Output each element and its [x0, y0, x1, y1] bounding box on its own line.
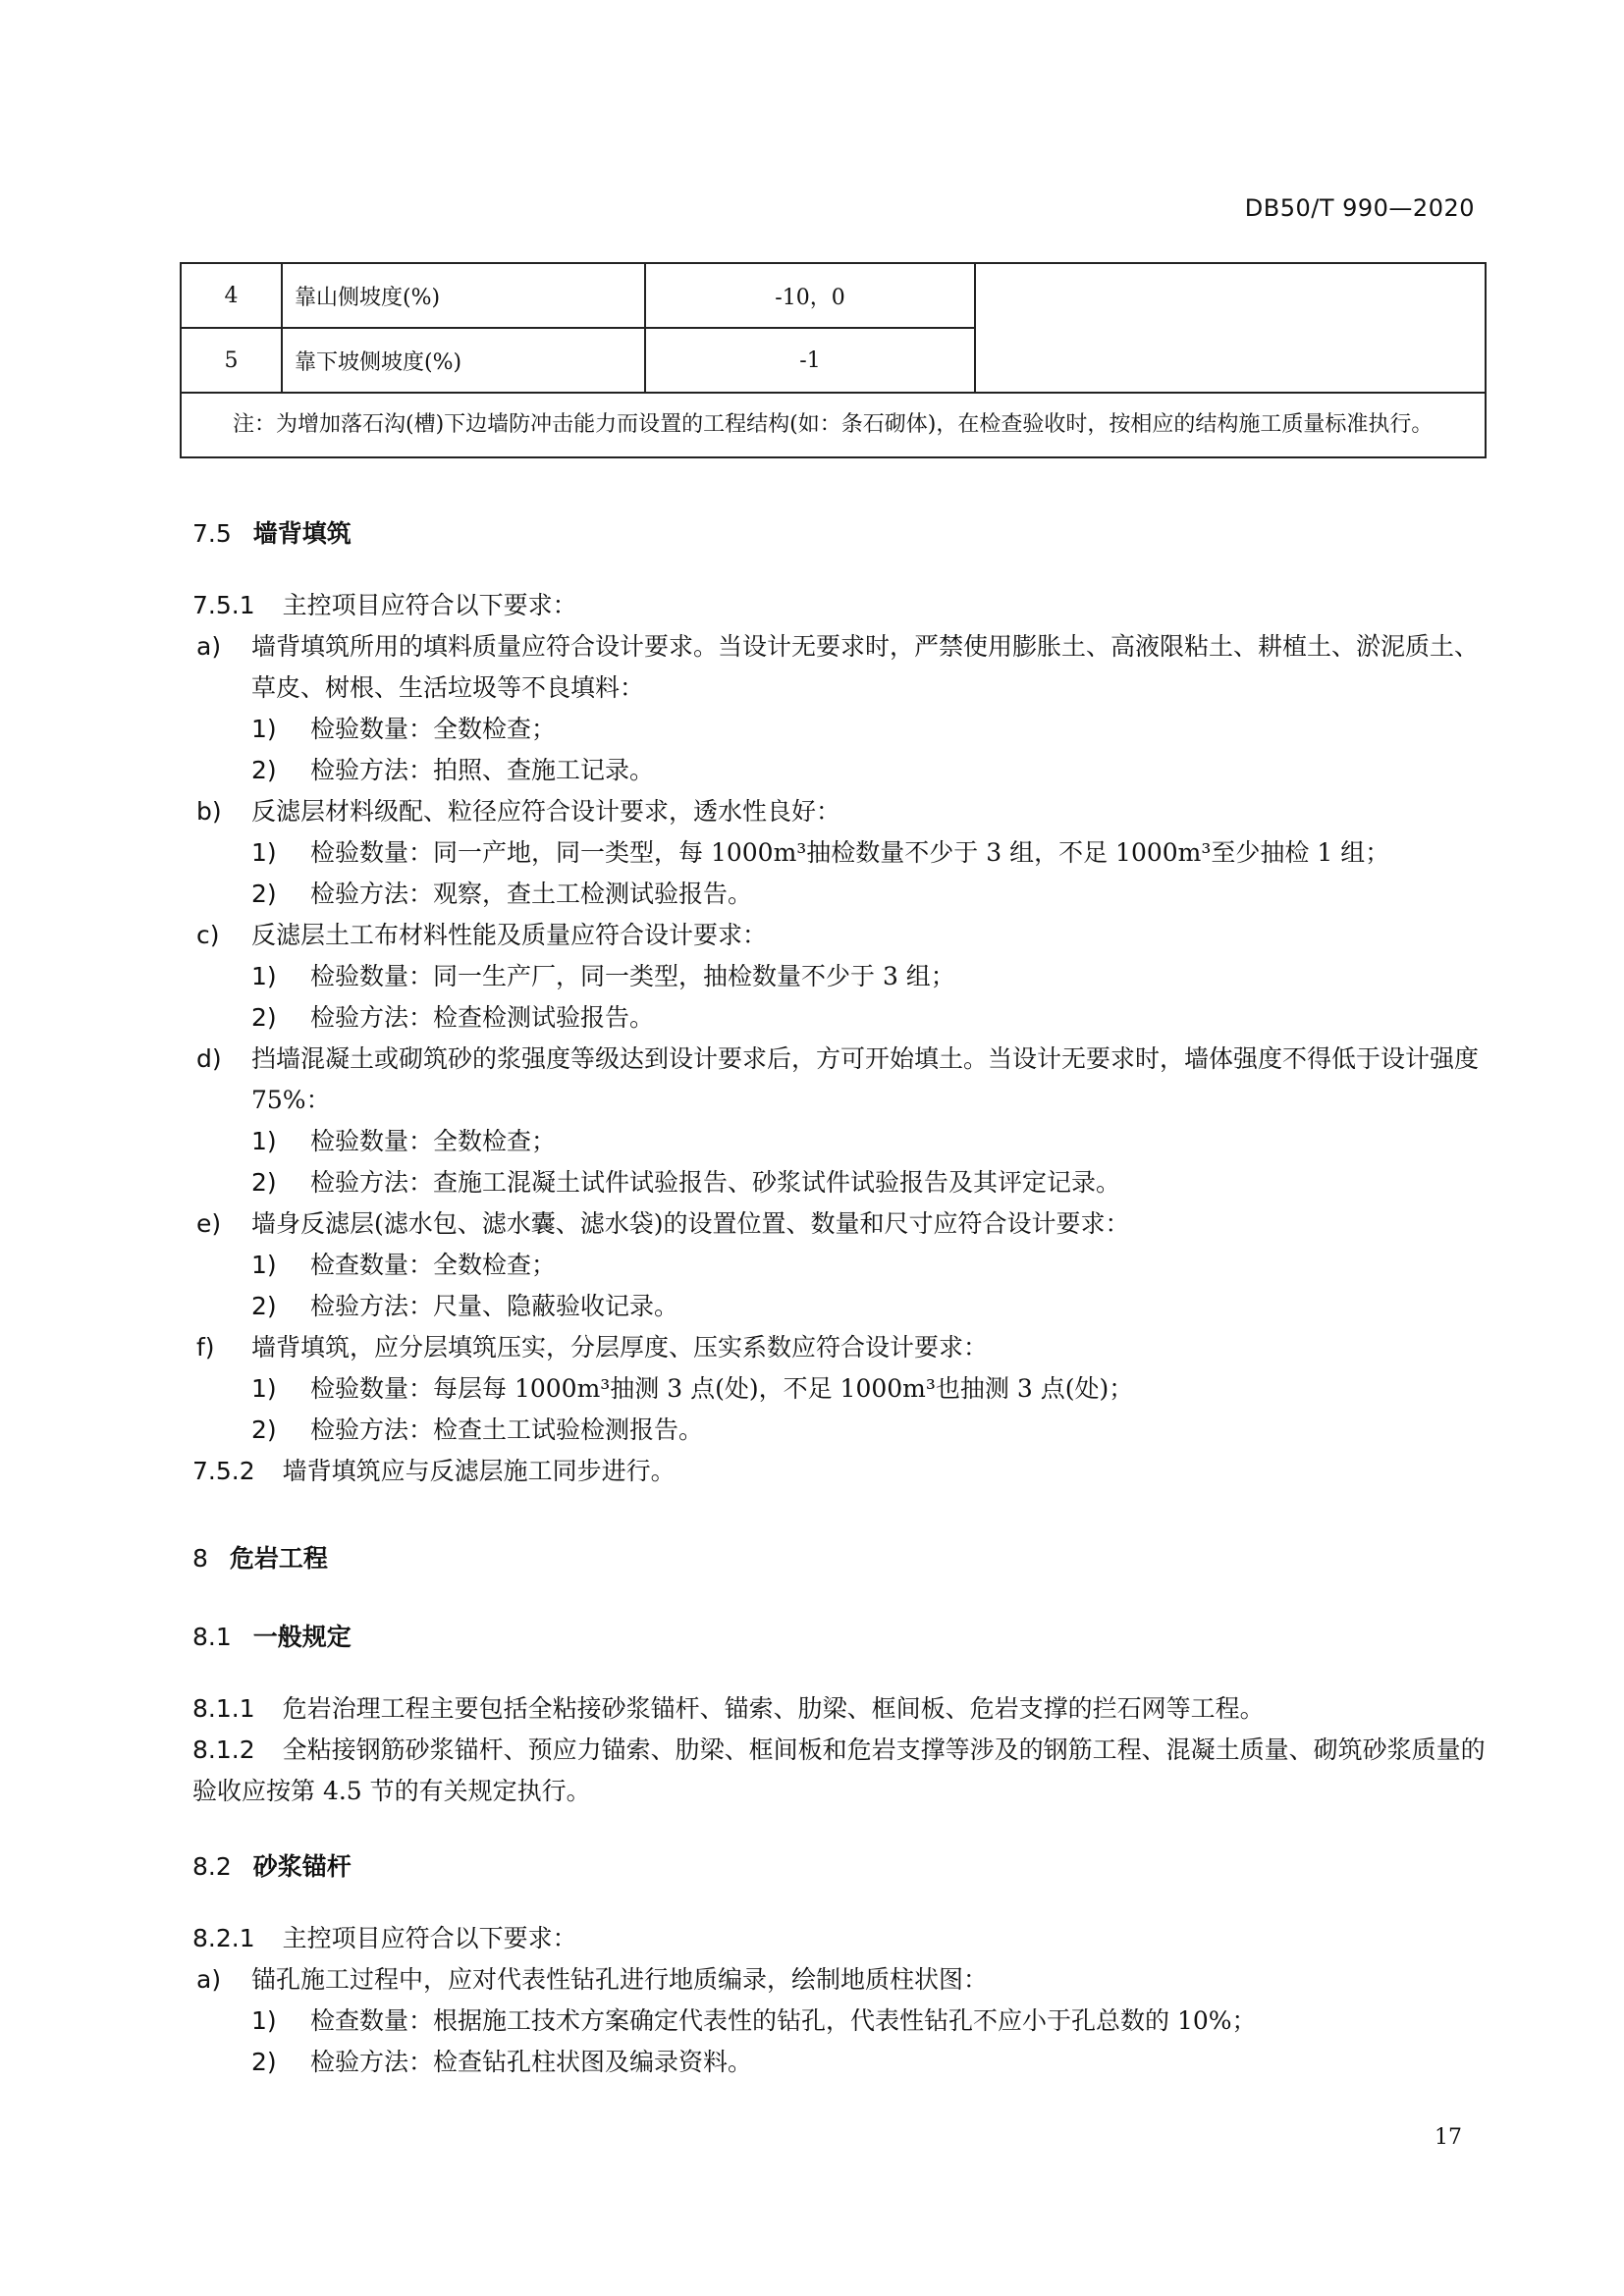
- sub-item: 1) 检验数量：同一生产厂，同一类型，抽检数量不少于 3 组；: [251, 962, 955, 990]
- row-item: 靠下坡侧坡度(%): [282, 328, 645, 393]
- section-heading: 7.5 墙背填筑: [192, 519, 352, 548]
- sub-item: 1) 检查数量：全数检查；: [251, 1251, 557, 1279]
- row-remark: [975, 263, 1486, 393]
- body-text: [192, 497, 1489, 2083]
- row-number: 4: [181, 263, 282, 328]
- row-value: -10，0: [645, 263, 975, 328]
- row-item: 靠山侧坡度(%): [282, 263, 645, 328]
- clause: 8.1.2 全粘接钢筋砂浆锚杆、预应力锚索、肋梁、框间板和危岩支撑等涉及的钢筋工程、混凝土质量、砌筑砂浆质量的验收应按第 4.5 节的有关规定执行。: [192, 1735, 1486, 1805]
- list-item: a) 墙背填筑所用的填料质量应符合设计要求。当设计无要求时，严禁使用膨胀土、高液限粘土、耕植土、淤泥质土、草皮、树根、生活垃圾等不良填料：: [196, 632, 1480, 702]
- sub-item: 1) 检验数量：每层每 1000m³抽测 3 点(处)，不足 1000m³也抽测 3 点(处)；: [251, 1374, 1134, 1403]
- clause: 7.5.2 墙背填筑应与反滤层施工同步进行。: [192, 1457, 676, 1485]
- list-item: b) 反滤层材料级配、粒径应符合设计要求，透水性良好：: [196, 797, 841, 826]
- section-heading: 8.1 一般规定: [192, 1623, 352, 1651]
- list-item: a) 锚孔施工过程中，应对代表性钻孔进行地质编录，绘制地质柱状图：: [196, 1965, 989, 1994]
- sub-item: 2) 检验方法：观察，查土工检测试验报告。: [251, 880, 753, 908]
- page-number: 17: [1435, 2125, 1462, 2150]
- row-number: 5: [181, 328, 282, 393]
- list-item: f) 墙背填筑，应分层填筑压实，分层厚度、压实系数应符合设计要求：: [196, 1333, 989, 1362]
- list-item: c) 反滤层土工布材料性能及质量应符合设计要求：: [196, 921, 768, 949]
- sub-item: 2) 检验方法：尺量、隐蔽验收记录。: [251, 1292, 679, 1320]
- table-row: [181, 263, 1486, 328]
- chapter-heading: 8 危岩工程: [192, 1544, 328, 1573]
- sub-item: 1) 检查数量：根据施工技术方案确定代表性的钻孔，代表性钻孔不应小于孔总数的 10%；: [251, 2006, 1257, 2035]
- sub-item: 2) 检验方法：检查检测试验报告。: [251, 1003, 655, 1032]
- clause: 7.5.1 主控项目应符合以下要求：: [192, 591, 577, 619]
- sub-item: 2) 检验方法：检查土工试验检测报告。: [251, 1415, 704, 1444]
- standard-code: DB50/T 990—2020: [1244, 194, 1475, 222]
- sub-item: 1) 检验数量：同一产地，同一类型，每 1000m³抽检数量不少于 3 组，不足 1000m³至少抽检 1 组；: [251, 838, 1390, 867]
- table-note-row: [181, 393, 1486, 457]
- row-value: -1: [645, 328, 975, 393]
- sub-item: 1) 检验数量：全数检查；: [251, 715, 557, 743]
- section-heading: 8.2 砂浆锚杆: [192, 1852, 352, 1881]
- clause: 8.2.1 主控项目应符合以下要求：: [192, 1924, 577, 1952]
- clause: 8.1.1 危岩治理工程主要包括全粘接砂浆锚杆、锚索、肋梁、框间板、危岩支撑的拦石网等工程。: [192, 1694, 1265, 1723]
- sub-item: 2) 检验方法：检查钻孔柱状图及编录资料。: [251, 2048, 753, 2076]
- sub-item: 2) 检验方法：拍照、查施工记录。: [251, 756, 655, 784]
- list-item: e) 墙身反滤层(滤水包、滤水囊、滤水袋)的设置位置、数量和尺寸应符合设计要求：: [196, 1209, 1130, 1238]
- sub-item: 1) 检验数量：全数检查；: [251, 1127, 557, 1155]
- list-item: d) 挡墙混凝土或砌筑砂的浆强度等级达到设计要求后，方可开始填土。当设计无要求时，墙体强度不得低于设计强度 75%：: [196, 1044, 1480, 1114]
- table-note: 注：为增加落石沟(槽)下边墙防冲击能力而设置的工程结构(如：条石砌体)，在检查验收时，按相应的结构施工质量标准执行。: [181, 393, 1486, 457]
- spec-table: [180, 262, 1487, 458]
- sub-item: 2) 检验方法：查施工混凝土试件试验报告、砂浆试件试验报告及其评定记录。: [251, 1168, 1121, 1197]
